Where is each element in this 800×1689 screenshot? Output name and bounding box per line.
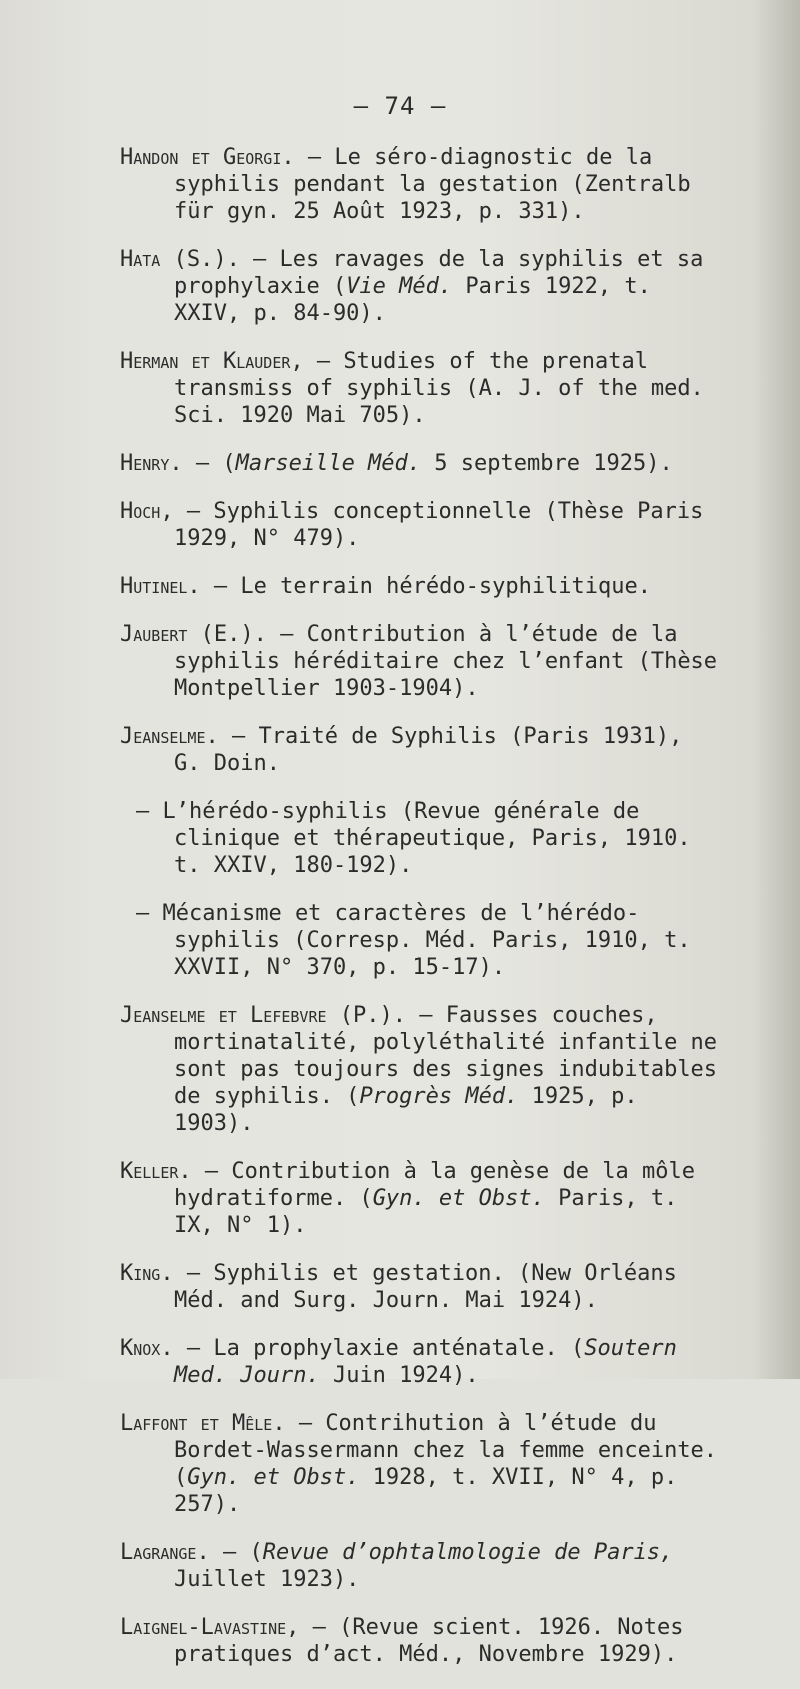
entry-journal: Marseille Méd. bbox=[235, 451, 422, 476]
bibliography-entry bbox=[120, 1260, 720, 1314]
entry-text: — Studies of the prenatal transmiss of syphilis (A. J. of the med. Sci. 1920 Mai 705). bbox=[174, 349, 704, 428]
entry-journal: Revue d’ophtalmologie de Paris, bbox=[262, 1540, 674, 1565]
page-number: — 74 — bbox=[353, 92, 447, 120]
entry-author: Jeanselme. bbox=[120, 724, 219, 749]
bibliography-entry bbox=[120, 573, 720, 600]
bibliography-entry bbox=[120, 144, 720, 225]
entry-author: King. bbox=[120, 1261, 174, 1286]
entry-author: Jaubert bbox=[120, 622, 188, 647]
entry-text: — Contrihution à l’étude du Bordet-Wassermann chez la femme enceinte. ( bbox=[174, 1411, 718, 1490]
entry-text: 5 septembre 1925). bbox=[421, 451, 673, 476]
entry-author: Keller. bbox=[120, 1159, 192, 1184]
bibliography-entry bbox=[120, 1614, 720, 1668]
entry-text: — ( bbox=[209, 1540, 263, 1565]
bibliography-entry bbox=[120, 246, 720, 327]
entry-journal: Progrès Méd. bbox=[359, 1084, 519, 1109]
entry-text: 1925, p. 1903). bbox=[174, 1084, 638, 1136]
entry-author: Jeanselme et Lefebvre bbox=[120, 1003, 327, 1028]
entry-author: Laignel-Lavastine, bbox=[120, 1615, 300, 1640]
entry-author: Laffont et Mêle. bbox=[120, 1411, 286, 1436]
entry-author: Handon et Georgi. bbox=[120, 145, 295, 170]
entry-journal: Gyn. et Obst. bbox=[187, 1465, 360, 1490]
entry-text: — (Revue scient. 1926. Notes pratiques d’act. Méd., Novembre 1929). bbox=[174, 1615, 684, 1667]
bibliography-entry bbox=[120, 1539, 720, 1593]
entry-text: — Syphilis conceptionnelle (Thèse Paris 1929, N° 479). bbox=[173, 499, 704, 551]
entry-text: Juillet 1923). bbox=[174, 1567, 360, 1592]
entry-text: — Contribution à la genèse de la môle hydratiforme. ( bbox=[174, 1159, 695, 1211]
entry-author: Lagrange. bbox=[120, 1540, 210, 1565]
bibliography-entry bbox=[120, 1335, 720, 1389]
entry-text: — Le séro-diagnostic de la syphilis pendant la gestation (Zentralb für gyn. 25 Août 1923, p. 331). bbox=[174, 145, 691, 224]
entry-text: Paris, t. IX, N° 1). bbox=[174, 1186, 678, 1238]
bibliography-entry bbox=[120, 900, 720, 981]
entry-text: — Syphilis et gestation. (New Orléans Méd. and Surg. Journ. Mai 1924). bbox=[173, 1261, 677, 1313]
bibliography-entry bbox=[120, 1158, 720, 1239]
bibliography-entry bbox=[120, 348, 720, 429]
entry-text: 1928, t. XVII, N° 4, p. 257). bbox=[174, 1465, 678, 1517]
bibliography-entry bbox=[120, 498, 720, 552]
entry-journal: Gyn. et Obst. bbox=[372, 1186, 545, 1211]
bibliography-entry bbox=[120, 1410, 720, 1518]
entry-text: — ( bbox=[182, 451, 236, 476]
entry-text: (S.). — Les ravages de la syphilis et sa prophylaxie ( bbox=[160, 247, 704, 299]
entry-author: Hoch, bbox=[120, 499, 174, 524]
bibliography-entry bbox=[120, 450, 720, 477]
entry-journal: Vie Méd. bbox=[346, 274, 453, 299]
bibliography-entry bbox=[120, 723, 720, 777]
entry-author: Hata bbox=[120, 247, 161, 272]
entry-author: Herman et Klauder, bbox=[120, 349, 304, 374]
entry-text: — L’hérédo-syphilis (Revue générale de clinique et thérapeutique, Paris, 1910. t. XXIV, 180-192). bbox=[136, 799, 691, 878]
entry-text: — Mécanisme et caractères de l’hérédo-syphilis (Corresp. Méd. Paris, 1910, t. XXVII, N° 370, p. 15-17). bbox=[136, 901, 691, 980]
entry-author: Henry. bbox=[120, 451, 183, 476]
entry-text: Juin 1924). bbox=[319, 1363, 479, 1388]
entry-journal: Soutern Med. Journ. bbox=[174, 1336, 677, 1388]
entry-text: (P.). — Fausses couches, mortinatalité, polyléthalité infantile ne sont pas toujours des signes indubitables de syphilis. ( bbox=[174, 1003, 718, 1109]
entry-author: Hutinel. bbox=[120, 574, 201, 599]
bibliography-entry bbox=[120, 1002, 720, 1137]
entry-text: — La prophylaxie anténatale. ( bbox=[173, 1336, 585, 1361]
entry-author: Knox. bbox=[120, 1336, 174, 1361]
bibliography-list bbox=[120, 144, 720, 1689]
entry-text: (E.). — Contribution à l’étude de la syphilis héréditaire chez l’enfant (Thèse Montpellier 1903-1904). bbox=[174, 622, 718, 701]
entry-text: — Traité de Syphilis (Paris 1931), G. Doin. bbox=[174, 724, 683, 776]
bibliography-entry bbox=[120, 798, 720, 879]
entry-text: — Le terrain hérédo-syphilitique. bbox=[200, 574, 652, 599]
entry-text: Paris 1922, t. XXIV, p. 84-90). bbox=[174, 274, 651, 326]
bibliography-entry bbox=[120, 621, 720, 702]
